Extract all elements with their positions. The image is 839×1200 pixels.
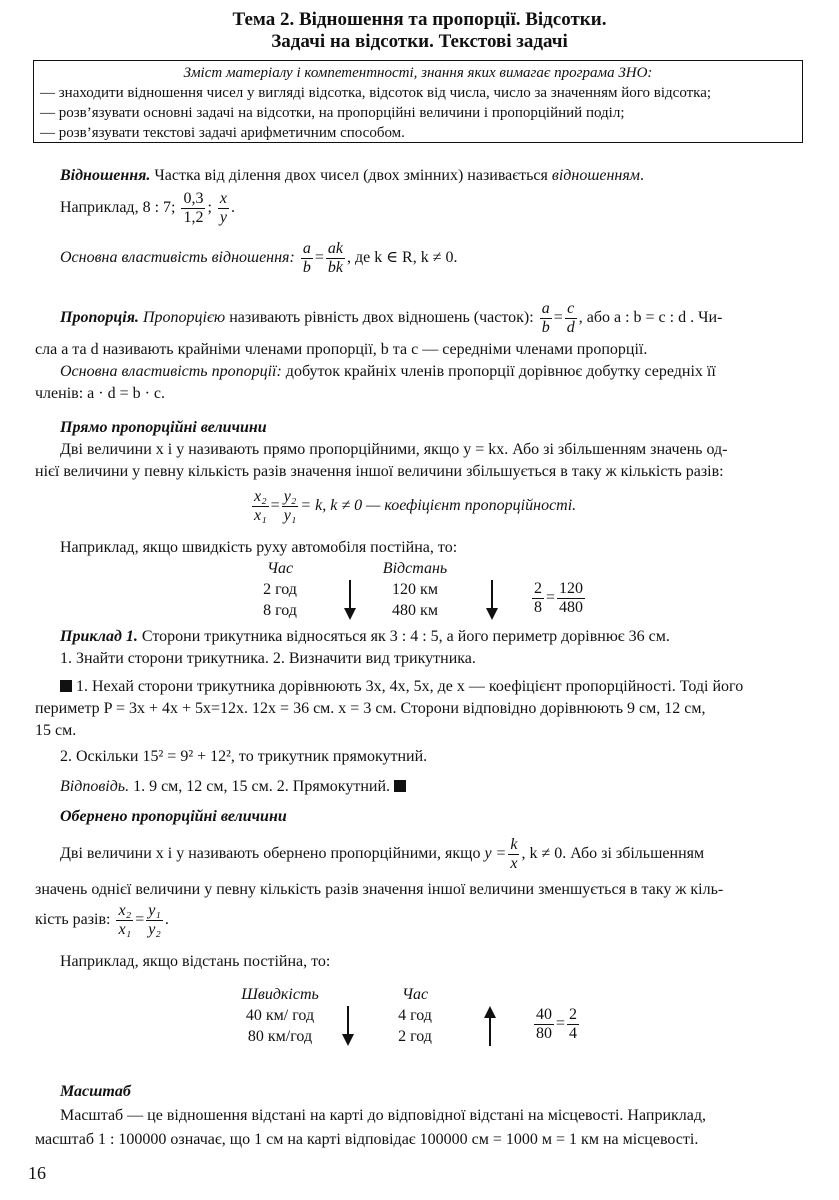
inverse-text-1: Дві величини x і y називають обернено пропорційними, якщо — [60, 845, 481, 863]
page-number: 16 — [28, 1163, 46, 1183]
fraction: $\frac{2}{4}$ — [569, 1006, 578, 1042]
fraction: $\frac{x}{y}$ — [219, 190, 228, 226]
competence-item: — розв’язувати текстові задачі арифметичним способом. — [40, 125, 405, 141]
inverse-text-3: кість разів: $\frac{\text{x₂}}{\text{x₁}}$ = $\frac{\text{y₁}}{\text{y₂}}$ . — [35, 902, 169, 938]
direct-text: Дві величини x і y називають прямо пропорційними, якщо y = kx. Або зі збільшенням значень од- — [60, 441, 728, 458]
inverse-example: Наприклад, якщо відстань постійна, то: — [60, 953, 331, 970]
inverse-heading: Обернено пропорційні величини — [60, 808, 287, 825]
ratio-property-condition: , де k ∈ R, k ≠ 0. — [346, 249, 458, 267]
arrow-down-icon — [484, 578, 500, 622]
proportion-property-line2: членів: a · d = b · c. — [35, 385, 166, 402]
inverse-text: Дві величини x і y називають обернено пропорційними, якщо y = $\frac{k}{x}$ , k ≠ 0. Або зі збільшенням — [60, 836, 705, 872]
direct-col2-head: Відстань — [382, 560, 448, 577]
proportion-term: Пропорція. — [60, 309, 139, 327]
fraction: $\frac{a}{b}$ — [302, 240, 311, 276]
answer-label: Відповідь. — [60, 778, 130, 795]
example1-solution-1c: 15 см. — [35, 722, 77, 739]
arrow-down-icon — [342, 578, 358, 622]
scale-heading: Масштаб — [60, 1083, 131, 1100]
inverse-text-2: значень однієї величини у певну кількість разів значення іншої величини зменшується в таку ж кіль- — [35, 881, 724, 898]
inverse-cell: 2 год — [398, 1028, 432, 1045]
direct-formula-tail: = k, k ≠ 0 — коефіцієнт пропорційності. — [300, 497, 577, 515]
proportion-property-text: добуток крайніх членів пропорції дорівнює добутку середніх її — [281, 363, 716, 380]
direct-ratio: $\frac{2}{8}$ = $\frac{120}{480}$ — [534, 580, 584, 616]
fraction: $\frac{a}{b}$ — [541, 300, 550, 336]
example1-solution-1b: периметр P = 3x + 4x + 5x=12x. 12x = 36 см. x = 3 см. Сторони відповідно дорівнюють 9 см, 12 см, — [35, 700, 706, 717]
direct-example: Наприклад, якщо швидкість руху автомобіля постійна, то: — [60, 539, 458, 556]
ratio-example: Наприклад, 8 : 7; $\frac{0,3}{1,2}$ ; $\frac{x}{y}$ . — [60, 190, 236, 226]
page-subtitle: Задачі на відсотки. Текстові задачі — [271, 31, 568, 52]
arrow-up-icon — [482, 1004, 498, 1048]
example1-tasks: 1. Знайти сторони трикутника. 2. Визначити вид трикутника. — [60, 650, 476, 667]
example1-solution-text: 1. Нехай сторони трикутника дорівнюють 3x, 4x, 5x, де x — коефіцієнт пропорційності. Тоді його — [72, 678, 744, 695]
fraction: $\frac{0,3}{1,2}$ — [183, 190, 204, 226]
proportion-text-2: , або a : b = c : d . Чи- — [578, 309, 723, 327]
direct-cell: 8 год — [263, 602, 297, 619]
direct-cell: 120 км — [392, 581, 438, 598]
ratio-property-label: Основна властивість відношення: — [60, 249, 295, 267]
fraction: $\frac{120}{480}$ — [559, 580, 584, 616]
solution-start-square-icon — [60, 680, 72, 692]
direct-cell: 2 год — [263, 581, 297, 598]
proportion-definition: Пропорція. Пропорцією називають рівність двох відношень (часток): $\frac{a}{b}$ = $\frac{c}{d}$ , або a : b = c : d . Чи- — [60, 300, 723, 336]
direct-text-2: нієї величини у певну кількість разів значення іншої величини збільшується в таку ж кількість разів: — [35, 463, 724, 480]
proportion-property — [60, 362, 830, 383]
proportion-line2: сла a та d називають крайніми членами пропорції, b та c — середніми членами пропорції. — [35, 341, 648, 358]
proportion-text: називають рівність двох відношень (часток): — [225, 309, 534, 327]
competence-item: — розв’язувати основні задачі на відсотки, на пропорційні величини і пропорційний поділ; — [40, 105, 625, 121]
example1-text: Сторони трикутника відносяться як 3 : 4 : 5, а його периметр дорівнює 36 см. — [137, 628, 670, 645]
competence-item: — знаходити відношення чисел у вигляді відсотка, відсоток від числа, число за значенням його відсотка; — [40, 85, 712, 101]
direct-formula: $\frac{\text{x₂}}{\text{x₁}}$ = $\frac{\text{y₂}}{\text{y₁}}$ = k, k ≠ 0 — коефіцієнт пропорційності. — [254, 488, 577, 524]
fraction: $\frac{c}{d}$ — [566, 300, 575, 336]
fraction: $\frac{\text{x₂}}{\text{x₁}}$ — [254, 488, 267, 524]
scale-text: Масштаб — це відношення відстані на карті до відповідної відстані на місцевості. Наприклад, — [60, 1107, 706, 1124]
fraction: $\frac{k}{x}$ — [510, 836, 518, 872]
ratio-term: Відношення. — [60, 167, 151, 184]
example1-answer — [60, 777, 830, 798]
fraction: $\frac{2}{8}$ — [534, 580, 542, 616]
ratio-property: Основна властивість відношення: $\frac{a}{b}$ = $\frac{ak}{bk}$ , де k ∈ R, k ≠ 0. — [60, 240, 458, 276]
fraction: $\frac{\text{y₁}}{\text{y₂}}$ — [148, 902, 161, 938]
inverse-cell: 80 км/год — [247, 1028, 313, 1045]
example1-statement — [60, 627, 830, 648]
proportion-property-label: Основна властивість пропорції: — [60, 363, 282, 380]
ratio-definition: Відношення. Частка від ділення двох чисел (двох змінних) називається відношенням. — [60, 167, 645, 184]
ratio-example-prefix: Наприклад, 8 : 7; — [60, 199, 176, 217]
page-title: Тема 2. Відношення та пропорції. Відсотки. — [232, 9, 607, 30]
example1-label: Приклад 1. — [60, 628, 138, 645]
inverse-cell: 4 год — [398, 1007, 432, 1024]
fraction: $\frac{\text{y₂}}{\text{y₁}}$ — [283, 488, 297, 524]
inverse-text-1b: , k ≠ 0. Або зі збільшенням — [521, 845, 705, 863]
fraction: $\frac{ak}{bk}$ — [327, 240, 343, 276]
inverse-ratio: $\frac{40}{80}$ = $\frac{2}{4}$ — [536, 1006, 578, 1042]
competence-box — [33, 60, 803, 143]
direct-heading: Прямо пропорційні величини — [60, 419, 267, 436]
fraction: $\frac{40}{80}$ — [536, 1006, 552, 1042]
inverse-col1-head: Швидкість — [241, 986, 319, 1003]
direct-cell: 480 км — [392, 602, 438, 619]
competence-heading: Зміст матеріалу і компетентності, знання яких вимагає програма ЗНО: — [183, 65, 653, 81]
direct-col1-head: Час — [266, 560, 294, 577]
proportion-term-italic: Пропорцією — [142, 309, 226, 327]
example1-solution-2: 2. Оскільки 15² = 9² + 12², то трикутник прямокутний. — [60, 748, 428, 765]
fraction: $\frac{\text{x₂}}{\text{x₁}}$ — [118, 902, 132, 938]
example1-solution-1 — [60, 677, 830, 698]
arrow-down-icon — [340, 1004, 356, 1048]
ratio-definition-text: Частка від ділення двох чисел (двох змінних) називається — [150, 167, 552, 184]
ratio-definition-term: відношенням — [551, 167, 641, 184]
scale-text-2: масштаб 1 : 100000 означає, що 1 см на карті відповідає 100000 см = 1000 м = 1 км на місцевості. — [35, 1131, 699, 1148]
inverse-text-3-label: кість разів: — [35, 911, 111, 929]
solution-end-square-icon — [394, 780, 406, 792]
inverse-col2-head: Час — [401, 986, 429, 1003]
answer-text: 1. 9 см, 12 см, 15 см. 2. Прямокутний. — [129, 778, 391, 795]
inverse-cell: 40 км/ год — [245, 1007, 315, 1024]
